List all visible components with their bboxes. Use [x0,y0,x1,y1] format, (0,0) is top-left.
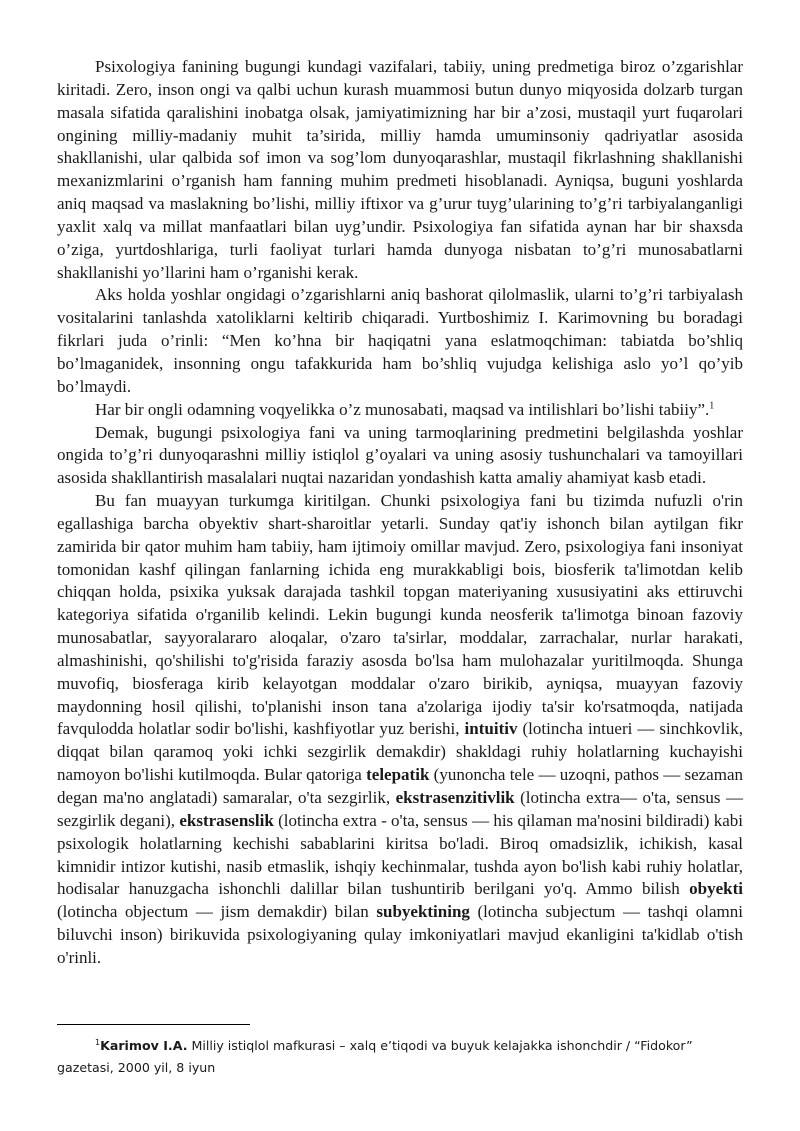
text-run: Aks holda yoshlar ongidagi o’zgarishlarni aniq bashorat qilolmaslik, ularni to’g’ri tarbiyalash vositalarini tanlashda xatoliklarni keltirib chiqaradi. Yurtboshimiz I. Karimovning bu boradagi fikrlari juda o’rinli: “Men ko’hna bir haqiqatni yana eslatmoqchiman: tabiatda bo’shliq bo’lmaganidek, insonning ongu tafakkurida ham bo’shliq vujudga kelishiga aslo yo’l qo’yib bo’lmaydi. [57,285,743,396]
paragraph [57,284,743,398]
text-run: (lotincha subjectum — tashqi olamni biluvchi inson) birikuvida psixologiyaning qulay imkoniyatlari mavjud ekanligini ta'kidlab o'tish o'rinli. [57,902,743,967]
bold-term: intuitiv [464,719,518,739]
bold-term: ekstrasenzitivlik [395,788,515,807]
paragraph [57,56,743,284]
footnote-marker: 1 [95,1037,101,1047]
footnote-text: Milliy istiqlol mafkurasi – xalq e’tiqodi va buyuk kelajakka ishonchdir / “Fidokor” gazetasi, 2000 yil, 8 iyun [57,1038,693,1075]
text-run: (lotincha extra - o'ta, sensus — his qilaman ma'nosini bildiradi) kabi psixologik holatlarning kechishi sabablarini kiritsa bo'ladi. Biroq omadsizlik, ichikish, kasal kimnidir intizor kutishi, nasib etmaslik, ishqiy kechinmalar, tushda ayon bo'lish kabi ruhiy holatlar, hodisalar hanuzgacha ishonchli dalillar bilan tushuntirib berilgani yo'q. Ammo bilish [57,810,743,899]
text-run: (lotincha intueri — sinchkovlik, diqqat bilan qaramoq yoki ichki sezgirlik demakdir) shakldagi ruhiy holatlarning kuchayishi namoyon bo'lishi kutilmoqda. Bular qatoriga [57,719,743,785]
paragraph [57,422,743,491]
bold-term: obyekti [689,879,743,899]
footnote-separator [57,1024,250,1025]
bold-term: subyektining [376,902,470,922]
text-run: (lotincha extra— o'ta, sensus — sezgirlik degani), [57,788,743,830]
text-run: Demak, bugungi psixologiya fani va uning tarmoqlarining predmetini belgilashda yoshlar ongida to’g’ri dunyoqarashni milliy istiqlol g’oyalari va uning asosiy tushunchalari va tamoyillari asosida shakllantirish masalalari nuqtai nazaridan yondashish katta amaliy ahamiyat kasb etadi. [57,422,743,488]
text-run: Psixologiya fanining bugungi kundagi vazifalari, tabiiy, uning predmetiga biroz o’zgarishlar kiritadi. Zero, inson ongi va qalbi uchun kurash muammosi butun dunyo miqyosida dolzarb turgan masala sifatida qaralishini inobatga olsak, jamiyatimizning har bir a’zosi, mustaqil yurt fuqarolari ongining milliy-madaniy muhit ta’sirida, milliy hamda umuminsoniy qadriyatlar asosida shakllanishi, ular qalbida sof imon va sog’lom dunyoqarashlar, mustaqil fikrlashning shakllanishi mexanizmlarini o’rganish ham fanning muhim predmeti hisoblanadi. Ayniqsa, buguni yoshlarda aniq maqsad va maslakning bo’lishi, milliy iftixor va g’urur tuyg’ularining to’g’ri tarbiyalanganligi yaxlit xalq va millat manfaatlari bilan uyg’undir. Psixologiya fan sifatida aynan har bir shaxsda o’ziga, yurtdoshlariga, turli faoliyat turlari hamda dunyoga nisbatan to’g’ri munosabatlarni shakllanishi yo’llarini ham o’rganishi kerak. [57,57,743,282]
bold-term: ekstrasenslik [179,810,274,830]
text-run: (yunoncha tele — uzoqni, pathos — sezaman degan ma'no anglatadi) samaralar, o'ta sezgirlik, [57,765,743,807]
document-body [57,56,743,970]
paragraph [57,399,743,422]
text-run: Bu fan muayyan turkumga kiritilgan. Chunki psixologiya fani bu tizimda nufuzli o'rin egallashiga barcha obyektiv shart-sharoitlar yetarli. Sunday qat'iy ishonch bilan aytilgan fikr zamirida bir qator muhim ham tabiiy, ham ijtimoiy omillar mavjud. Zero, psixologiya fani insoniyat tomonidan kashf qilingan fanlarning ichida eng murakkabligi bois, biosferik ta'limotdan kelib chiqqan holda, psixika yuksak darajada tashkil topgan materiyaning xususiyatini aks ettiruvchi kategoriya sifatida o'rganilib kelindi. Lekin bugungi kunda neosferik ta'limotga binoan fazoviy munosabatlar, sayyoralararo aloqalar, o'zaro ta'sirlar, moddalar, zarrachalar, nurlar harakati, almashinishi, qo'shilishi to'g'risida faraziy asosda bo'lsa ham mulohazalar yuritilmoqda. Shunga muvofiq, biosferaga kirib kelayotgan moddalar o'zaro birikib, ayniqsa, muayyan fazoviy maydonning hosil qilishi, to'planishi inson tana a'zolariga ijodiy ta'sir ko'rsatmoqda, natijada favqulodda holatlar sodir bo'lishi, kashfiyotlar yuz berishi, [57,491,743,739]
footnote-ref: 1 [709,400,715,411]
bold-term: telepatik [366,765,430,785]
footnote [57,1035,747,1079]
text-run: Har bir ongli odamning voqyelikka o’z munosabati, maqsad va intilishlari bo’lishi tabiiy”. [95,399,710,419]
footnote-author: Karimov I.A. [100,1038,188,1053]
paragraph [57,490,743,970]
text-run: (lotincha objectum — jism demakdir) bilan [57,902,377,922]
